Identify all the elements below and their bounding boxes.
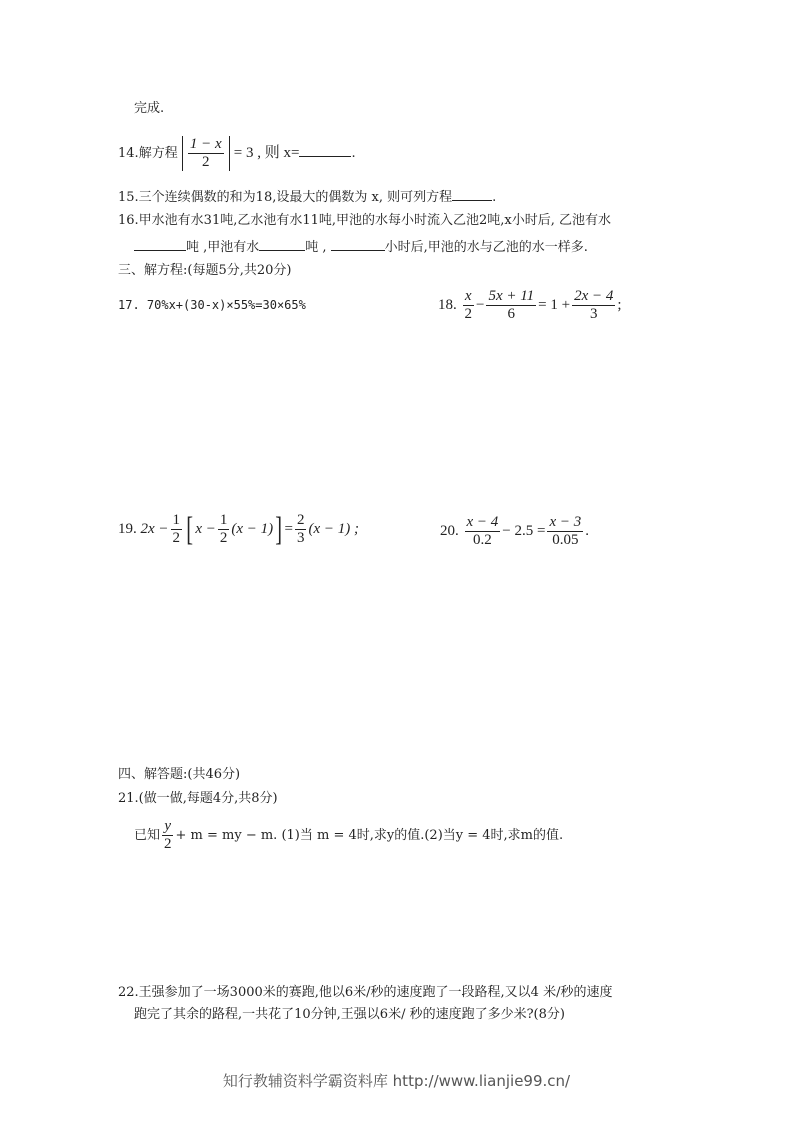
question-22-line-2: 跑完了其余的路程,一共花了10分钟,王强以6米/ 秒的速度跑了多少米?(8分) [134, 1007, 565, 1022]
answer-blank[interactable] [452, 188, 492, 201]
question-21-header: 21.(做一做,每题4分,共8分) [118, 791, 278, 806]
answer-blank[interactable] [299, 144, 351, 157]
absolute-value-expression: $\frac{1 - x}{2}$ [182, 136, 230, 171]
question-21-body: 已知 $\frac{y}{2}$ + m = my − m. (1)当 m = 4时,求y的值.(2)当y = 4时,求m的值. [134, 818, 564, 852]
question-18: 18. $\frac{x}{2}$ − $\frac{5x + 11}{6}$ = 1 + $\frac{2x - 4}{3}$ ; [438, 288, 622, 322]
right-bracket: ] [275, 510, 283, 548]
answer-blank[interactable] [134, 238, 186, 251]
question-20: 20. $\frac{x - 4}{0.2}$ − 2.5 = $\frac{x - 3}{0.05}$ . [440, 514, 589, 548]
answer-blank[interactable] [331, 238, 385, 251]
section-3-title: 三、解方程:(每题5分,共20分) [118, 263, 292, 278]
question-17: 17. 70%x+(30-x)×55%=30×65% [118, 298, 306, 312]
question-15: 15.三个连续偶数的和为18,设最大的偶数为 x, 则可列方程 . [118, 190, 497, 205]
question-14: 14.解方程 $\frac{1 - x}{2}$ = 3 , 则 x= . [118, 136, 356, 170]
question-16-line-2: 吨 ,甲池有水 吨 , 小时后,甲池的水与乙池的水一样多. [134, 238, 588, 257]
footer-watermark: 知行教辅资料学霸资料库 http://www.lianjie99.cn/ [222, 1072, 571, 1090]
question-16-line-1: 16.甲水池有水31吨,乙水池有水11吨,甲池的水每小时流入乙池2吨,x小时后, 乙池有水 [118, 213, 612, 228]
section-4-title: 四、解答题:(共46分) [118, 767, 241, 782]
question-19: 19. 2x − $\frac{1}{2}$ [ x − $\frac{1}{2}$ (x − 1)] = $\frac{2}{3}$ (x − 1) ; [118, 510, 359, 548]
continuation-text: 完成. [134, 101, 165, 116]
left-bracket: [ [186, 510, 194, 548]
answer-blank[interactable] [259, 238, 305, 251]
question-22-line-1: 22.王强参加了一场3000米的赛跑,他以6米/秒的速度跑了一段路程,又以4 米/秒的速度 [118, 985, 613, 1000]
